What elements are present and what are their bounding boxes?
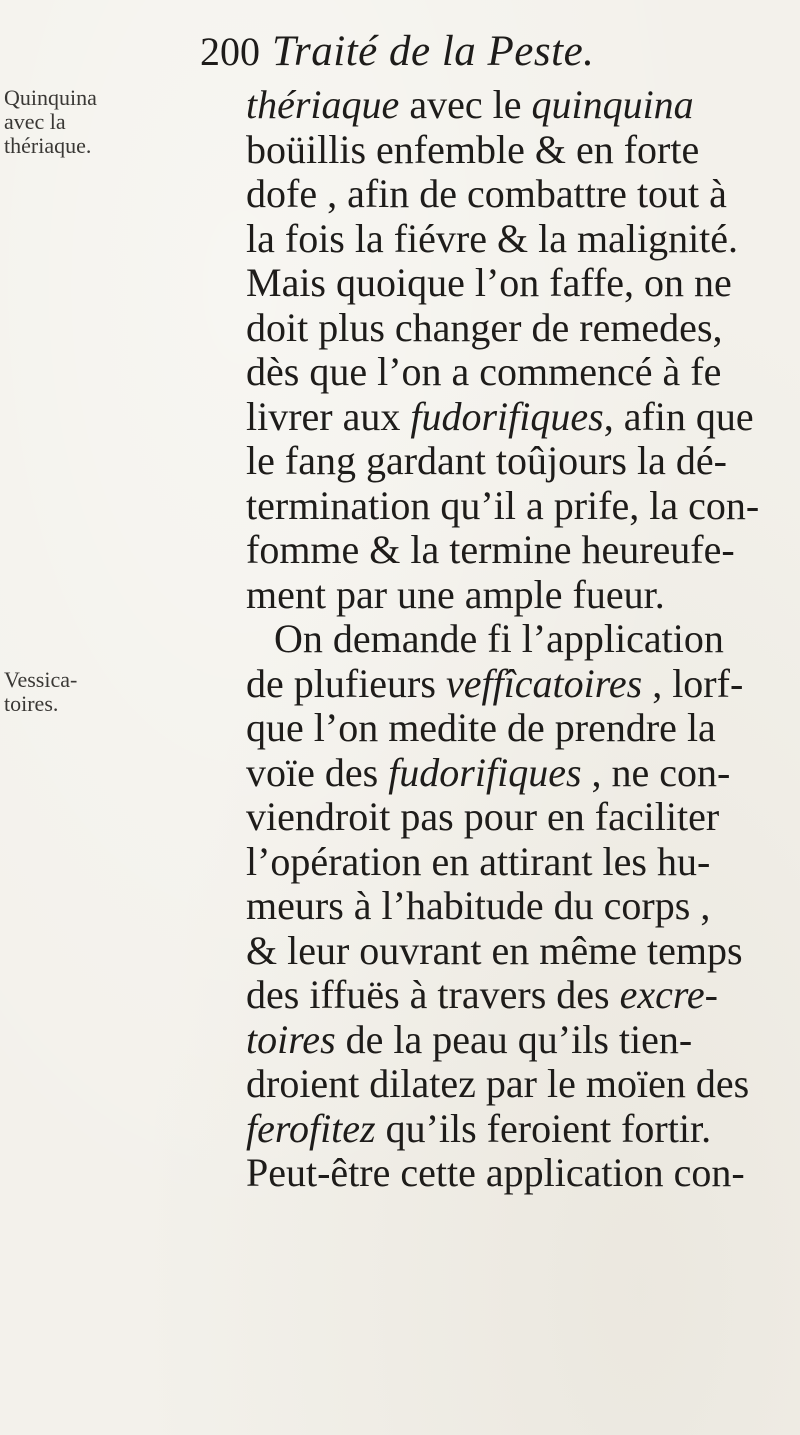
text-segment: & leur ouvrant en même temps [246,928,743,973]
text-segment: droient dilatez par le moïen des [246,1062,750,1106]
text-segment: Peut-être cette application con- [246,1151,745,1195]
text-line [246,751,794,796]
text-line [246,350,794,395]
italic-text: fudorifiques [410,394,604,439]
text-segment: doit plus changer de remedes, [246,305,723,350]
text-segment: voïe des [246,750,389,795]
italic-text: ferofitez [246,1106,376,1151]
text-segment: l’opération en attirant les hu- [246,839,711,884]
text-segment: termination qu’il a prife, la con- [246,483,760,528]
text-line [246,528,794,573]
text-segment: , ne con- [581,750,731,795]
text-line [246,1018,794,1063]
margin-note-line: toires. [4,691,59,716]
text-line [246,795,794,840]
text-line [246,884,794,929]
text-segment: des iffuës à travers des [246,973,620,1017]
text-line [246,128,794,173]
italic-text: toires [246,1017,336,1062]
italic-text: fudorifiques [388,750,582,795]
text-segment: On demande fi l’application [274,617,724,661]
text-line [246,1062,794,1107]
text-line [246,217,794,262]
margin-note-quinquina [4,86,124,158]
text-segment: fomme & la termine heureufe- [246,528,735,572]
text-line [246,1151,794,1196]
text-segment: de plufieurs [246,661,446,706]
text-line [246,172,794,217]
text-segment: dès que l’on a commencé à fe [246,350,722,394]
italic-text: excre- [619,973,718,1017]
text-line [246,439,794,484]
text-line [246,261,794,306]
text-segment: meurs à l’habitude du corps , [246,884,711,928]
text-line [246,573,794,618]
body-text [246,83,794,1196]
text-line [246,484,794,529]
text-line [246,306,794,351]
text-line [246,1107,794,1152]
text-line [246,840,794,885]
page-header [200,22,720,82]
text-line [246,83,794,128]
text-segment: boüillis enfemble & en forte [246,127,700,172]
text-line [246,929,794,974]
margin-note-line: Vessica- [4,667,78,692]
text-line [246,662,794,707]
text-segment: livrer aux [246,394,411,439]
text-line [246,395,794,440]
text-segment: qu’ils feroient fortir. [375,1106,712,1151]
text-line [246,617,794,662]
text-segment: , lorf- [642,661,744,706]
italic-text: thériaque [246,83,400,127]
italic-text: quinquina [531,83,694,127]
margin-note-vessicatoires [4,668,124,716]
text-segment: que l’on medite de prendre la [246,706,716,750]
text-segment: ment par une ample fueur. [246,572,665,617]
text-segment: la fois la fiévre & la malignité. [246,216,739,261]
page-number: 200 [200,29,260,74]
running-head: Traité de la Peste. [272,28,595,75]
italic-text: veffîcatoires [445,661,643,706]
margin-note-line: Quinquina [4,85,97,110]
text-segment: Mais quoique l’on faffe, on ne [246,261,732,305]
text-segment: dofe , afin de combattre tout à [246,172,727,216]
margin-note-line: avec la [4,109,66,134]
text-line [246,973,794,1018]
text-line [246,706,794,751]
text-segment: , afin que [603,394,754,439]
margin-note-line: thériaque. [4,133,92,158]
text-segment: le fang gardant toûjours la dé- [246,439,727,483]
text-segment: viendroit pas pour en faciliter [246,795,720,839]
text-segment: avec le [399,83,532,127]
text-segment: de la peau qu’ils tien- [335,1017,693,1062]
